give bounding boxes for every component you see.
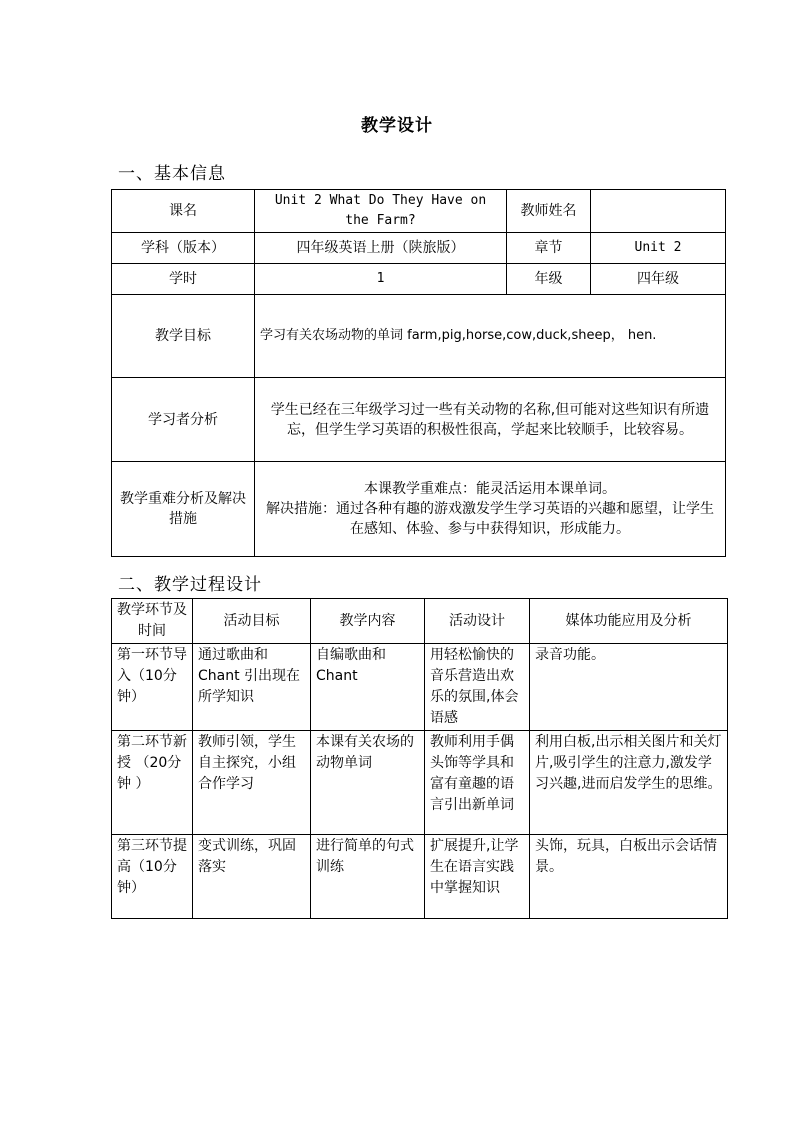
table-row bbox=[112, 644, 728, 731]
cell-goal: 教师引领，学生自主探究，小组合作学习 bbox=[193, 731, 311, 835]
header-design: 活动设计 bbox=[425, 599, 530, 644]
grade-label: 年级 bbox=[507, 264, 591, 295]
cell-goal: 变式训练，巩固落实 bbox=[193, 835, 311, 919]
key-points-difficulty: 本课教学重难点：能灵活运用本课单词。 bbox=[364, 481, 616, 497]
header-goal: 活动目标 bbox=[193, 599, 311, 644]
cell-design: 用轻松愉快的音乐营造出欢乐的氛围,体会语感 bbox=[425, 644, 530, 731]
cell-media: 利用白板,出示相关图片和关灯片,吸引学生的注意力,激发学习兴趣,进而启发学生的思维。 bbox=[530, 731, 728, 835]
key-points-solution: 解决措施：通过各种有趣的游戏激发学生学习英语的兴趣和愿望，让学生在感知、体验、参与中获得知识，形成能力。 bbox=[266, 501, 714, 537]
learner-label: 学习者分析 bbox=[112, 378, 255, 462]
learner-value: 学生已经在三年级学习过一些有关动物的名称,但可能对这些知识有所遗忘，但学生学习英语的积极性很高，学起来比较顺手，比较容易。 bbox=[255, 378, 726, 462]
key-points-label: 教学重难分析及解决措施 bbox=[112, 462, 255, 557]
section-basic-info-heading: 一、基本信息 bbox=[118, 164, 226, 184]
cell-media: 头饰，玩具，白板出示会话情景。 bbox=[530, 835, 728, 919]
teacher-value bbox=[591, 190, 726, 233]
header-content: 教学内容 bbox=[311, 599, 425, 644]
cell-goal: 通过歌曲和Chant 引出现在所学知识 bbox=[193, 644, 311, 731]
grade-value: 四年级 bbox=[591, 264, 726, 295]
table-row bbox=[112, 835, 728, 919]
process-table bbox=[111, 598, 728, 919]
subject-value: 四年级英语上册（陕旅版） bbox=[255, 233, 507, 264]
cell-stage: 第一环节导入（10分钟） bbox=[112, 644, 193, 731]
table-row bbox=[112, 731, 728, 835]
section-process-heading: 二、教学过程设计 bbox=[118, 575, 262, 595]
cell-stage: 第三环节提高（10分钟） bbox=[112, 835, 193, 919]
hours-value: 1 bbox=[255, 264, 507, 295]
hours-label: 学时 bbox=[112, 264, 255, 295]
cell-stage: 第二环节新授 （20分钟 ） bbox=[112, 731, 193, 835]
cell-content: 自编歌曲和Chant bbox=[311, 644, 425, 731]
course-label: 课名 bbox=[112, 190, 255, 233]
cell-design: 扩展提升,让学生在语言实践中掌握知识 bbox=[425, 835, 530, 919]
cell-design: 教师利用手偶头饰等学具和富有童趣的语言引出新单词 bbox=[425, 731, 530, 835]
subject-label: 学科（版本） bbox=[112, 233, 255, 264]
header-stage: 教学环节及时间 bbox=[112, 599, 193, 644]
cell-media: 录音功能。 bbox=[530, 644, 728, 731]
header-media: 媒体功能应用及分析 bbox=[530, 599, 728, 644]
cell-content: 进行简单的句式训练 bbox=[311, 835, 425, 919]
goal-label: 教学目标 bbox=[112, 295, 255, 378]
page-title: 教学设计 bbox=[361, 116, 433, 136]
cell-content: 本课有关农场的动物单词 bbox=[311, 731, 425, 835]
chapter-value: Unit 2 bbox=[591, 233, 726, 264]
key-points-value bbox=[255, 462, 726, 557]
chapter-label: 章节 bbox=[507, 233, 591, 264]
basic-info-table bbox=[111, 189, 726, 557]
course-value: Unit 2 What Do They Have on the Farm? bbox=[255, 190, 507, 233]
teacher-label: 教师姓名 bbox=[507, 190, 591, 233]
goal-value: 学习有关农场动物的单词 farm,pig,horse,cow,duck,sheep， hen. bbox=[255, 295, 726, 378]
